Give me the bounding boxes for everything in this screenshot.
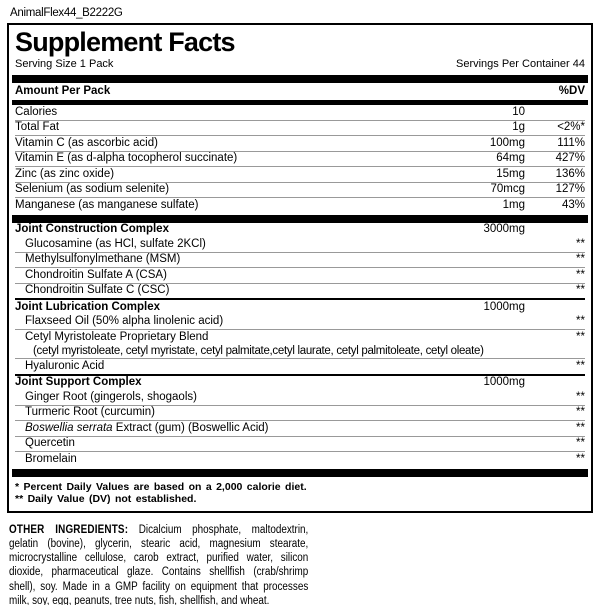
product-code: AnimalFlex44_B2222G — [10, 7, 123, 19]
complex-amount: 1000mg — [483, 300, 525, 313]
complex-header-row — [15, 376, 585, 391]
nutrient-amount: 10 — [512, 105, 525, 118]
ingredient-name: Methylsulfonylmethane (MSM) — [25, 253, 181, 265]
nutrient-amount: 1mg — [502, 198, 525, 211]
divider-bar-bottom — [12, 469, 588, 477]
ingredient-name: Cetyl Myristoleate Proprietary Blend — [25, 330, 209, 343]
nutrient-dv: 136% — [555, 167, 585, 180]
ingredient-dv: ** — [576, 253, 585, 265]
ingredient-row — [15, 267, 585, 283]
complex-name: Joint Support Complex — [15, 376, 142, 388]
ingredient-name: Flaxseed Oil (50% alpha linolenic acid) — [25, 315, 224, 327]
other-ingredients-text: Dicalcium phosphate, maltodextrin, gelatin (bovine), glycerin, stearic acid, magnesium stearate, microcrystalline cellulose, carob extract, purified water, silicon dioxide, pharmaceutical glaze. Contains shellfish (crab/shrimp shell), soy. Made in a GMP facility on equipment that processes milk, soy, egg, peanuts, tree nuts, fish, shellfish, and wheat. — [9, 523, 309, 605]
nutrient-dv: 43% — [561, 198, 585, 211]
ingredient-name: Hyaluronic Acid — [25, 359, 105, 372]
ingredient-name: Turmeric Root (curcumin) — [25, 406, 155, 418]
ingredient-row — [15, 237, 585, 252]
ingredient-detail: (cetyl myristoleate, cetyl myristate, cetyl palmitate,cetyl laurate, cetyl palmitoleate, cetyl oleate) — [33, 344, 484, 357]
nutrient-amount: 100mg — [489, 136, 525, 149]
complex-amount: 1000mg — [483, 376, 525, 388]
complex-header-row — [15, 223, 585, 238]
nutrient-name: Vitamin E (as d-alpha tocopherol succinate) — [15, 152, 238, 164]
footnote-line: * Percent Daily Values are based on a 2,000 calorie diet. — [15, 480, 307, 493]
servings-per-container: Servings Per Container 44 — [455, 58, 585, 70]
ingredient-name: Chondroitin Sulfate A (CSA) — [25, 268, 167, 281]
nutrient-dv: 127% — [555, 183, 585, 195]
nutrient-amount: 1g — [512, 121, 525, 133]
ingredient-dv: ** — [576, 437, 585, 449]
ingredient-dv: ** — [576, 359, 585, 372]
ingredient-dv: ** — [576, 421, 585, 434]
table-row — [15, 197, 585, 213]
table-row — [15, 182, 585, 198]
ingredient-row — [15, 283, 585, 299]
nutrient-amount: 70mcg — [490, 183, 525, 195]
ingredient-row — [15, 390, 585, 405]
nutrient-name: Selenium (as sodium selenite) — [15, 183, 170, 195]
ingredient-name: Glucosamine (as HCl, sulfate 2KCl) — [25, 237, 206, 250]
nutrients-table — [15, 105, 585, 213]
divider-bar-top — [12, 75, 588, 83]
other-ingredients-label: OTHER INGREDIENTS: — [9, 523, 129, 536]
ingredient-row — [15, 405, 585, 421]
footnote-line: ** Daily Value (DV) not established. — [15, 493, 197, 505]
complex-header-row — [15, 300, 585, 315]
nutrient-amount: 15mg — [496, 167, 525, 180]
nutrient-name: Manganese (as manganese sulfate) — [15, 198, 199, 211]
complex-group — [15, 374, 585, 467]
table-row — [15, 120, 585, 136]
supplement-facts-panel — [7, 23, 593, 513]
ingredient-name-rest: Extract (gum) (Boswellic Acid) — [112, 421, 269, 434]
other-ingredients — [9, 523, 308, 605]
ingredient-name: Chondroitin Sulfate C (CSC) — [25, 284, 170, 296]
serving-info-row — [15, 58, 585, 71]
ingredient-row — [15, 315, 585, 330]
ingredient-row — [15, 252, 585, 268]
dv-header: %DV — [558, 85, 585, 97]
ingredient-main-row — [15, 330, 585, 345]
ingredient-row — [15, 358, 585, 374]
complex-name: Joint Lubrication Complex — [15, 300, 161, 313]
column-header-row — [15, 83, 585, 100]
ingredient-dv: ** — [576, 406, 585, 418]
complex-amount: 3000mg — [483, 223, 525, 235]
ingredient-dv: ** — [576, 284, 585, 296]
table-row — [15, 105, 585, 120]
nutrient-dv: 111% — [557, 136, 585, 149]
ingredient-name: Bromelain — [25, 452, 77, 465]
ingredient-name-italic: Boswellia serrata — [25, 421, 113, 434]
ingredient-row — [15, 329, 585, 358]
ingredient-name: Quercetin — [25, 437, 75, 449]
ingredient-name: Ginger Root (gingerols, shogaols) — [25, 390, 197, 403]
table-row — [15, 135, 585, 151]
ingredient-dv: ** — [576, 237, 585, 250]
table-row — [15, 166, 585, 182]
serving-size: Serving Size 1 Pack — [15, 58, 114, 70]
ingredient-dv: ** — [576, 390, 585, 403]
nutrient-amount: 64mg — [496, 152, 525, 164]
nutrient-dv: 427% — [555, 152, 585, 164]
ingredient-dv: ** — [576, 330, 585, 343]
nutrient-name: Total Fat — [15, 121, 60, 133]
nutrient-name: Zinc (as zinc oxide) — [15, 167, 115, 180]
nutrient-name: Vitamin C (as ascorbic acid) — [15, 136, 158, 149]
amount-per-pack-header: Amount Per Pack — [15, 85, 111, 97]
nutrient-name: Calories — [15, 105, 58, 118]
ingredient-dv: ** — [576, 315, 585, 327]
complex-name: Joint Construction Complex — [15, 223, 169, 235]
table-row — [15, 151, 585, 167]
ingredient-name — [15, 422, 445, 436]
ingredient-row — [15, 436, 585, 452]
complex-group — [15, 223, 585, 299]
complex-group — [15, 298, 585, 374]
ingredient-row — [15, 451, 585, 467]
complexes-table — [15, 223, 585, 467]
nutrient-dv: <2%* — [557, 121, 585, 133]
panel-title: Supplement Facts — [15, 27, 235, 57]
footnotes — [15, 477, 585, 507]
ingredient-dv: ** — [576, 452, 585, 465]
ingredient-dv: ** — [576, 268, 585, 281]
divider-bar-mid — [12, 215, 588, 223]
ingredient-row — [15, 420, 585, 436]
